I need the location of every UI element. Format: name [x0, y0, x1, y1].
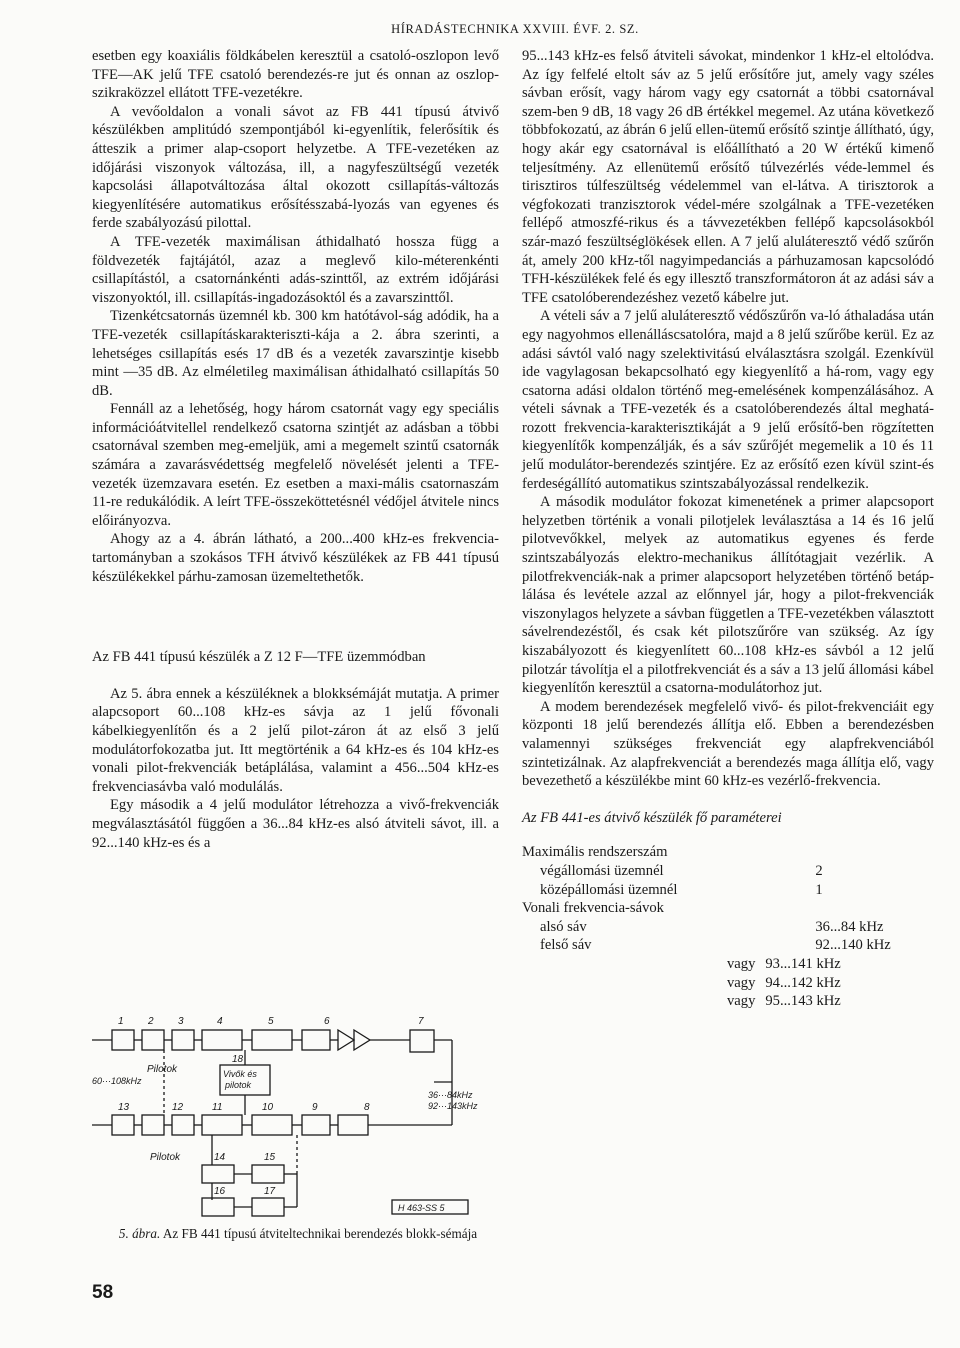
running-header: HÍRADÁSTECHNIKA XXVIII. ÉVF. 2. SZ.: [391, 22, 639, 36]
spec-value: 94...142 kHz: [765, 974, 841, 991]
block-label: 17: [264, 1186, 276, 1197]
caption-figure-number: 5. ábra.: [118, 1226, 161, 1241]
diagram-label: Pilotok: [147, 1064, 178, 1075]
block-diagram-svg: [92, 1010, 504, 1220]
spec-value: 92...140 kHz: [815, 937, 891, 954]
caption-text: Az FB 441 típusú átviteltechnikai berendezés blokk-sémája: [162, 1226, 478, 1241]
spec-label: középállomási üzemnél: [540, 881, 678, 898]
spec-row: [522, 955, 891, 974]
paragraph: A második modulátor fokozat kimenetének a primer alapcsoport helyzetben történik a vonali pilotjelek leválasztása a 14 és 16 jelű pilotvevőkkel, melyek az automatikus egyenes és ferde szintszabályozás elektro-mechanikus állítótagjait vezérlik. A pilotfrekvenciák-nak a primer alapcsoport helyzetében történő betáp-lálása és levétele azzal az előnnyel jár, hogy a pilot-frekvenciák viszonylagos helyzete a sávban független a TFE-vezetékben választott sávelrendezéstől, és csak két pilotszűrőre van szükség. Az így kiszabályozott és kiegyenlített 60...108 kHz-es sávból a 12 jelű pilotzár távolítja el a pilotfrekvenciát és a sáv a 13 jelű állomási kábel kiegyenlítőn keresztül a csatorna-modulátorhoz jut.: [522, 494, 934, 697]
diagram-label: 60···108kHz: [92, 1076, 142, 1086]
spec-table: [522, 843, 891, 1010]
spec-row: [522, 936, 891, 955]
paragraph: 95...143 kHz-es felső átviteli sávokat, mindenkor 1 kHz-el eltolódva. Az így felfelé eltolt sáv az 5 jelű erősítőre jut, amely vagy széles sávban erősít, vagy három vagy egy csatornát a többi csatornával szem-ben 9 dB, 18 vagy 26 dB értékkel megemel. Az utána következő többfokozatú, az ábrán 6 jelű ellen-ütemű erősítő szintje állítható, úgy, hogy akár egy csatornával is előállítható a 20 W értékű kimenő teljesítmény. Az ellenütemű erősítő túlvezérlés véde-lemmel és tirisztiros túlfeszültség védelemmel van el-látva. A tirisztorok a végfokozati tranzisztorok védel-mére szolgálnak a TFE-vezetéken fellépő atmoszfé-rikus és a távvezetékben fellépő kapcsolásokból szár-mazó feszültséglökések ellen. A 7 jelű aluláteresztő védő szűrőn át, amely 200 kHz-től nagyimpedanciás a párhuzamosan kapcsolódó TFH-készülékek felé és egy illesztő transzformátoron át az adási sáv a TFE csatolóberendezéshez vezető kábelre jut.: [522, 48, 934, 306]
page-number: 58: [92, 1282, 114, 1303]
diagram-label: Pilotok: [150, 1152, 181, 1163]
paragraph: Egy második a 4 jelű modulátor létrehozza a vivő-frekvenciák megválasztásától függően a 36...84 kHz-es alsó átviteli sávot, ill. a 92...140 kHz-es és a: [92, 797, 499, 851]
block-label: 14: [214, 1152, 226, 1163]
paragraph: esetben egy koaxiális földkábelen keresztül a csatoló-oszlopon levő TFE—AK jelű TFE csatoló berendezés-re jut és onnan az oszlop-szikraközzel ellátott TFE-vezetékre.: [92, 48, 499, 102]
spec-row: [522, 843, 891, 862]
block-label: 10: [262, 1102, 274, 1113]
block-label: 8: [364, 1102, 370, 1113]
diagram-label: pilotok: [225, 1080, 252, 1090]
block-label: 3: [178, 1016, 184, 1027]
spec-row: [522, 862, 891, 881]
diagram-label: 36···84kHz: [428, 1090, 473, 1100]
diagram-label: Vivők és: [223, 1069, 257, 1079]
paragraph: A modem berendezések megfelelő vivő- és pilot-frekvenciáit egy központi 18 jelű berendezés állítja elő. Ebben a berendezésben valamennyi szükséges frekvenciát egy alapfrekvenciából szintetizálnak. Az alapfrekvenciát a berendezés maga állítja elő, vagy bevezethető a készülékbe mint 60 kHz-es vezérlő-frekvencia.: [522, 698, 934, 790]
block-label: 13: [118, 1102, 130, 1113]
diagram-code: H 463-SS 5: [398, 1203, 445, 1213]
spec-row: [522, 918, 891, 937]
spec-value: 1: [815, 881, 823, 898]
left-column: [92, 47, 499, 852]
block-label: 1: [118, 1016, 124, 1027]
block-label: 2: [148, 1016, 154, 1027]
spec-label: Vonali frekvencia-sávok: [522, 900, 664, 917]
paragraph: Az 5. ábra ennek a készüléknek a blokksémáját mutatja. A primer alapcsoport 60...108 kHz-es sávja az 1 jelű fővonali kábelkiegyenlítőn és a 2 jelű pilot-záron át az első 3 jelű modulátorfokozatba jut. Itt megtörténik a 64 kHz-es és 104 kHz-es vonali pilot-frekvenciák betáplálása, valamint a 456...504 kHz-es frekvenciasávba való modulálás.: [92, 685, 499, 795]
spec-row: [522, 899, 891, 918]
block-label: 12: [172, 1102, 184, 1113]
paragraph: Ahogy az a 4. ábrán látható, a 200...400 kHz-es frekvencia-tartományban a szokásos TFH átvivő készülékek az FB 441 típusú készülékekkel párhu-zamosan üzemeltethetők.: [92, 531, 499, 585]
spec-title: Az FB 441-es átvivő készülék fő paraméterei: [522, 809, 782, 826]
section-title: Az FB 441 típusú készülék a Z 12 F—TFE üzemmódban: [92, 649, 426, 666]
right-column: [522, 47, 934, 1011]
spec-row: [522, 974, 891, 993]
spec-value: 36...84 kHz: [815, 918, 884, 935]
paragraph: A TFE-vezeték maximálisan áthidalható hossza függ a földvezeték fajtájától, azaz a meglevő kilo-méterenkénti csillapítástól, a csatornánkénti adás-szinttől, az extrém időjárási viszonyoktól, ill. csillapítás-ingadozásoktól és a zavarszinttől.: [92, 233, 499, 306]
spec-label: vagy: [727, 955, 756, 972]
block-label: 18: [232, 1054, 244, 1065]
figure-caption: [92, 1226, 504, 1242]
paragraph: A vételi sáv a 7 jelű aluláteresztő védőszűrőn va-ló áthaladása után egy nagyohmos ellenálláscsatolóra, majd a 8 jelű szűrőbe kerül. Ez az adási sávtól való nagy szelektivitású elválasztásra szolgál. Ezenkívül ide vagylagosan bekapcsolható egy kiegyenlítő a há-rom, vagy egy csatorna adási oldalon történő meg-emelésének kompenzálásához. A vételi sávnak a TFE-vezeték és a csatolóberendezés által meghatá-rozott frekvencia-karakterisztikáját a 9 jelű erősítő-ben rögzítetten kiegyenlítők kompenzálják, és a sáv szűrőjét megemelik a 10 és 11 jelű modulátor-berendezés szintjére. Ez az erősítő ezen kívül szint-és ferdeségállító automatikus szintszabályozással rendelkezik.: [522, 308, 934, 492]
block-diagram: [92, 1010, 504, 1220]
block-label: 16: [214, 1186, 226, 1197]
spec-value: 95...143 kHz: [765, 993, 841, 1010]
block-label: 9: [312, 1102, 318, 1113]
block-label: 7: [418, 1016, 424, 1027]
spec-row: [522, 992, 891, 1011]
block-label: 15: [264, 1152, 276, 1163]
block-label: 11: [212, 1102, 223, 1113]
spec-value: 2: [815, 862, 823, 879]
spec-label: végállomási üzemnél: [540, 862, 664, 879]
paragraph: A vevőoldalon a vonali sávot az FB 441 típusú átvivő készülékben amplitúdó szempontjából ki-egyenlítik, felerősítik és átteszik a primer alap-csoport helyzetbe. A TFE-vezetéken az időjárási viszonyok változása, ill, a nagyfeszültségű vezeték kapcsolási állapotváltozása által okozott csillapítás-változás kiegyenlítésére automatikus erősítésszabá-lyozás van egyenes és ferde szabályozású pilottal.: [92, 103, 499, 232]
paragraph: Tizenkétcsatornás üzemnél kb. 300 km hatótávol-ság adódik, ha a TFE-vezeték csillapításkarakteriszti-kája a 2. ábra szerinti, a lehetséges csillapítás esés 17 dB és a vezeték zavarszintje kisebb mint —35 dB. Az elméletileg maximálisan áthidalható csillapítás 50 dB.: [92, 308, 499, 399]
spec-label: Maximális rendszerszám: [522, 844, 668, 861]
spec-row: [522, 881, 891, 900]
spec-label: vagy: [727, 993, 756, 1010]
spec-label: vagy: [727, 974, 756, 991]
spec-label: alsó sáv: [540, 918, 587, 935]
block-label: 4: [217, 1016, 223, 1027]
paragraph: Fennáll az a lehetőség, hogy három csatornát vagy egy speciális információátvitellel rendelkező csatorna szintjét az adásban a többi csatornával szemben meg-emeljük, ami a megemelt szintű csatornák számára a zavarásvédettség megfelelő növelését jelenti a TFE-vezeték üzemzavara esetén. Ez esetben a maxi-mális csatornaszám 11-re redukálódik. A leírt TFE-összeköttetésnél védőjel átvitele nincs előirányozva.: [92, 401, 499, 529]
spec-label: felső sáv: [540, 937, 592, 954]
block-label: 5: [268, 1016, 274, 1027]
block-label: 6: [324, 1016, 330, 1027]
diagram-label: 92···143kHz: [428, 1101, 478, 1111]
spec-value: 93...141 kHz: [765, 955, 841, 972]
